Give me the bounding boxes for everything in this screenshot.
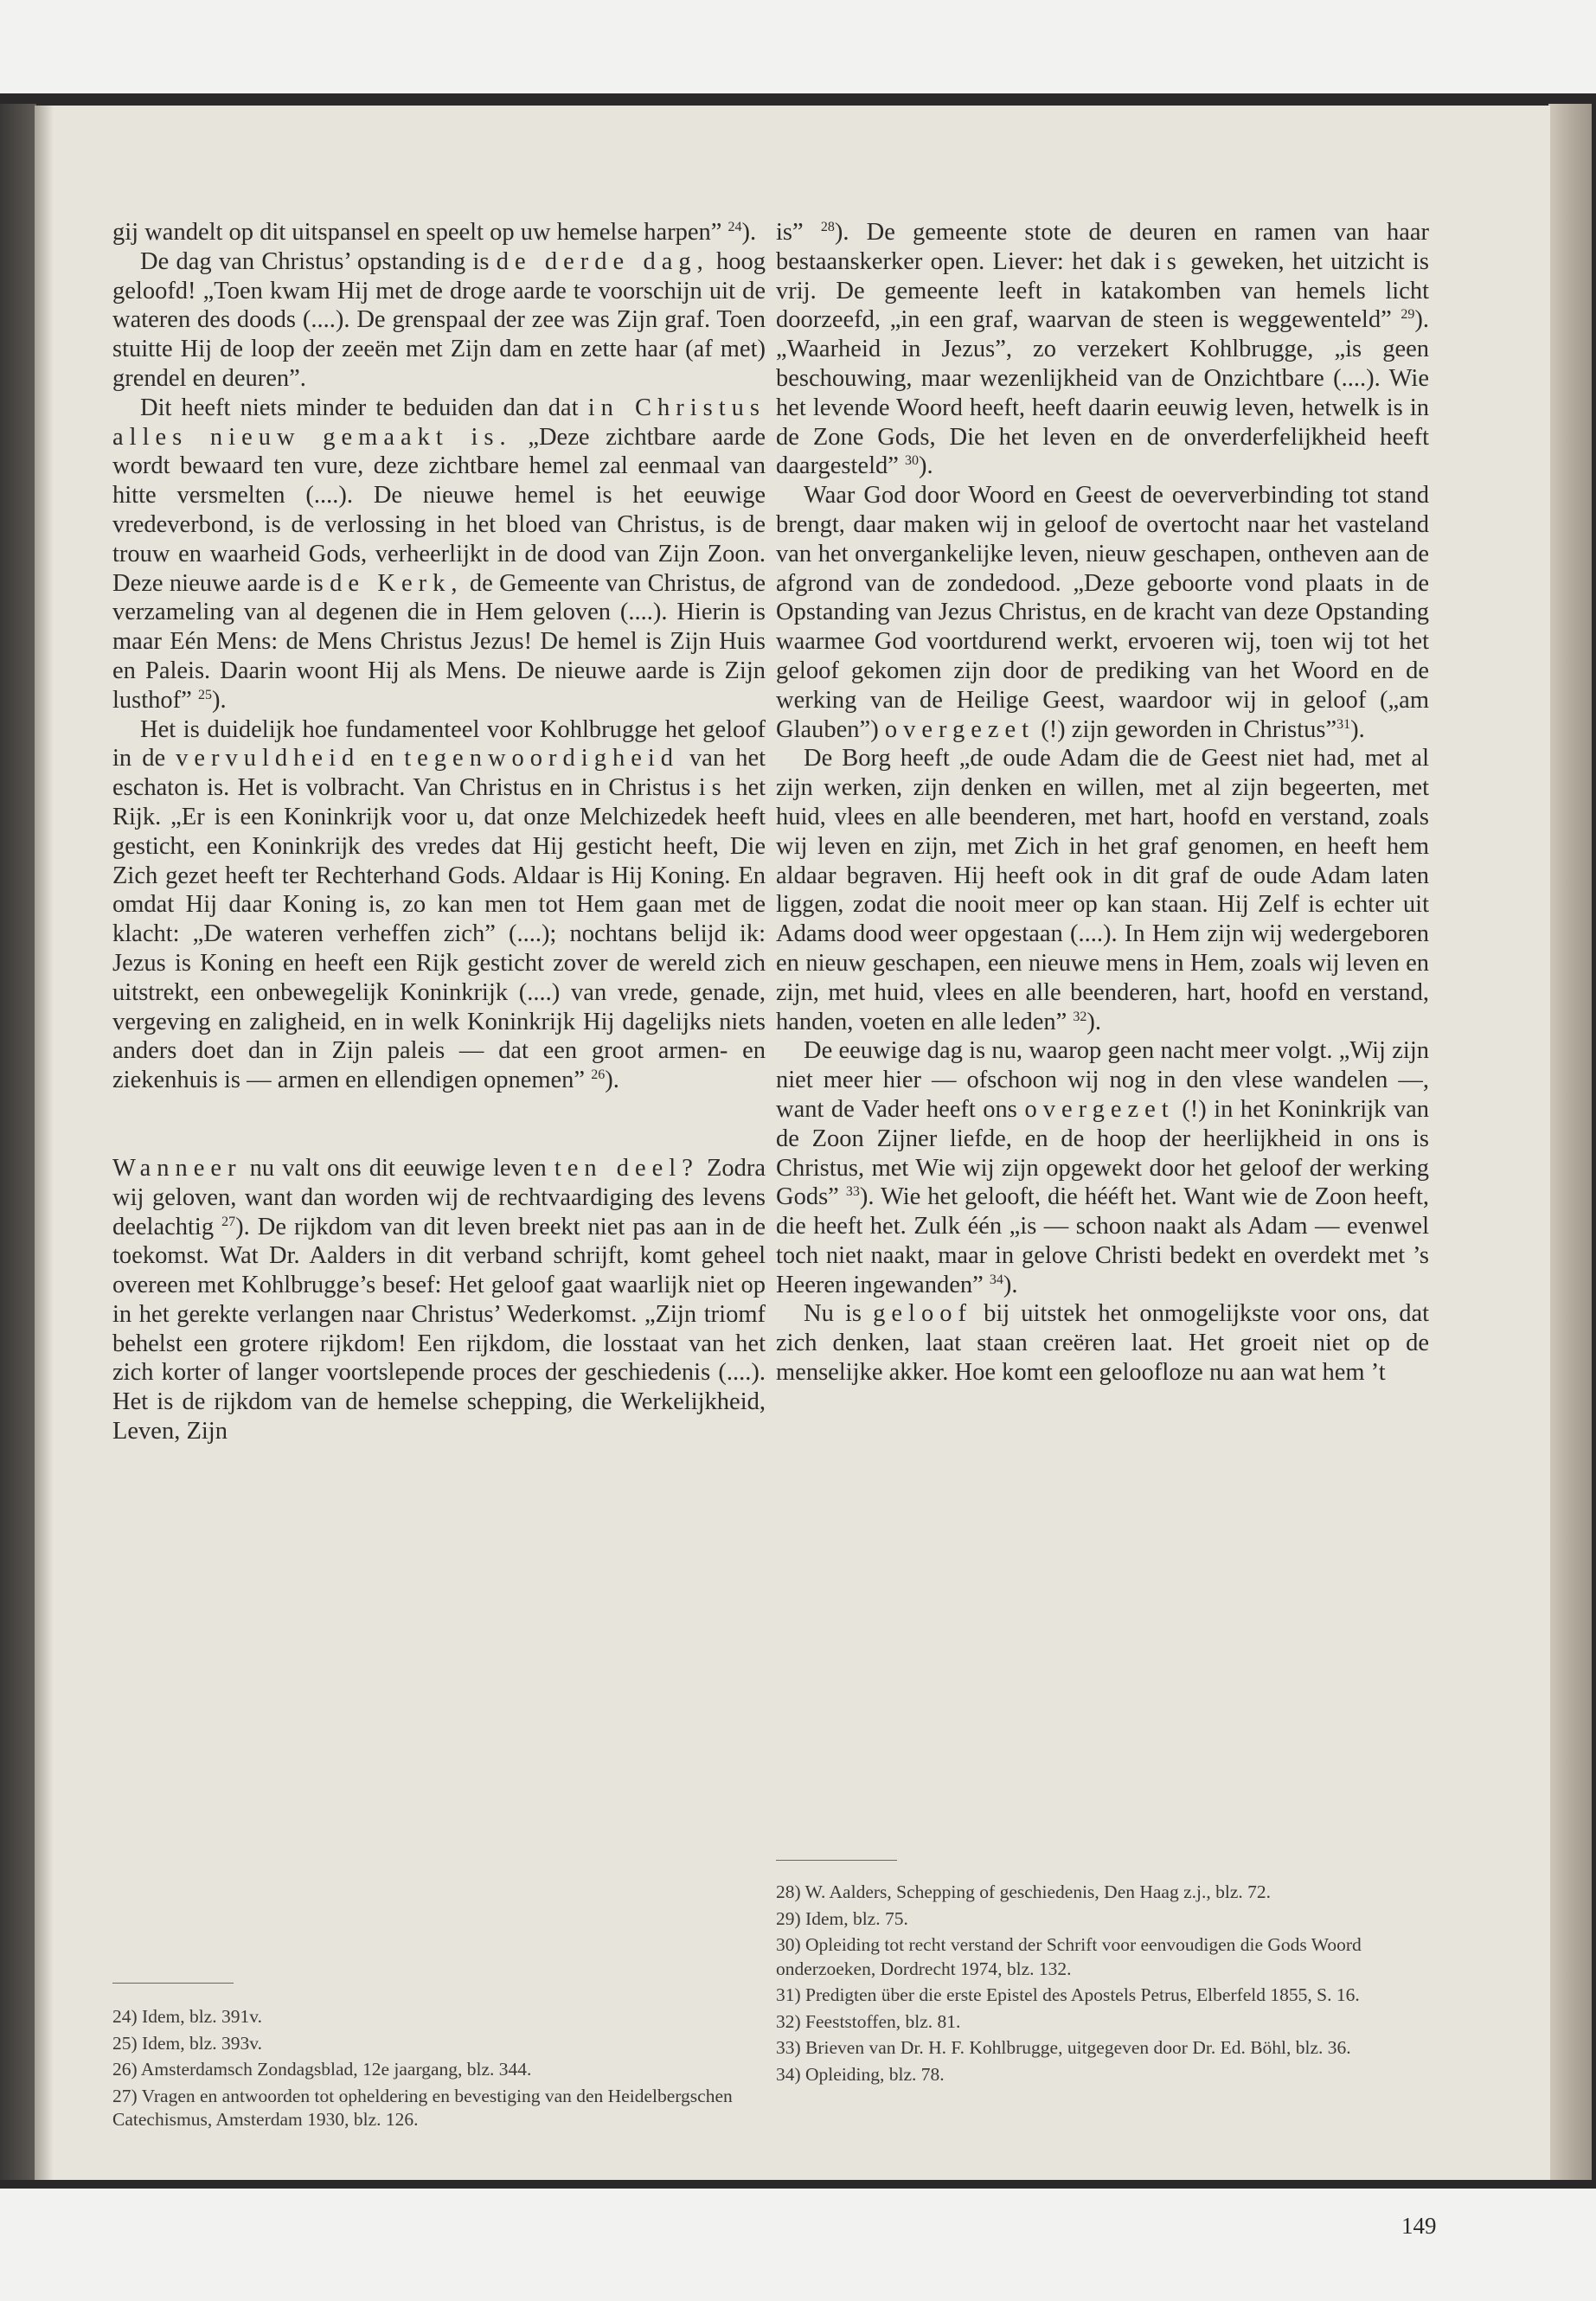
footnote: 24) Idem, blz. 391v. <box>112 2006 262 2027</box>
footnotes-right <box>776 1881 1433 2089</box>
text: (!) zijn geworden in Christus” <box>1041 715 1337 743</box>
text: bij uitstek het onmogelijkste voor ons, dat zich denken, laat staan creëren laat. Het groeit niet op de menselijke akker. Hoe komt een geloofloze nu aan wat hem ’t <box>776 1300 1430 1387</box>
spaced-emphasis: Wanneer <box>112 1154 242 1182</box>
paragraph <box>776 1299 1429 1387</box>
footnote-ref: 27 <box>221 1214 236 1229</box>
spaced-emphasis: is <box>1153 247 1183 275</box>
spaced-emphasis: de derde dag, <box>496 247 709 275</box>
text: (!) in het Koninkrijk van de Zoon Zijner liefde, en de hoop der heerlijkheid in ons is Christus, met Wie wij zijn opgewekt door het geloof der werking Gods” <box>776 1095 1430 1211</box>
section-gap <box>112 1095 766 1154</box>
text: nu valt ons dit eeuwige leven <box>249 1154 547 1182</box>
text: het Rijk. „Er is een Koninkrijk voor u, dat onze Melchizedek heeft gesticht, een Koninkrijk des vredes dat Hij gesticht heeft, Die Zich gezet heeft ter Rechterhand Gods. Aldaar is Hij Koning. En omdat Hij daar Koning is, zo kan men tot Hem gaan met de klacht: „De wateren verheffen zich” (....); nochtans belijd ik: Jezus is Koning en heeft een Rijk gesticht zover de wereld zich uitstrekt, een onbewegelijk Koninkrijk (....) van vrede, genade, vergeving en zaligheid, en in welk Koninkrijk Hij dagelijks niets anders doet dan in Zijn paleis — dat een groot armen- en ziekenhuis is — armen en ellendigen opnemen” <box>112 774 766 1094</box>
paragraph <box>112 1154 766 1446</box>
text: De dag van Christus’ opstanding is <box>140 247 490 275</box>
text: geweken, het uitzicht is vrij. De gemeente leeft in katakomben van hemels licht doorzeefd, „in een graf, waarvan de steen is weggewenteld” <box>776 247 1430 334</box>
spaced-emphasis: overgezet <box>1024 1095 1175 1123</box>
paragraph <box>112 218 766 247</box>
paragraph <box>776 218 1429 481</box>
spaced-emphasis: geloof <box>873 1300 972 1328</box>
left-column <box>112 218 766 1446</box>
paragraph <box>112 247 766 394</box>
footnote: 34) Opleiding, blz. 78. <box>776 2063 945 2085</box>
footnote: 27) Vragen en antwoorden tot opheldering en bevestiging van den Heidelbergschen Catechismus, Amsterdam 1930, blz. 126. <box>112 2085 733 2130</box>
text: ). <box>919 452 933 480</box>
footnote: 31) Predigten über die erste Epistel des Apostels Petrus, Elberfeld 1855, S. 16. <box>776 1984 1360 2005</box>
footnote: 28) W. Aalders, Schepping of geschiedenis, Den Haag z.j., blz. 72. <box>776 1881 1272 1902</box>
text: ). <box>211 686 227 714</box>
text: hoog geloofd! „Toen kwam Hij met de droge aarde te voorschijn uit de wateren des doods (....). De grenspaal der zee was Zijn graf. Toen stuitte Hij de loop der zeeën met Zijn dam en zette haar (af met) grendel en deuren”. <box>112 247 766 392</box>
text: Het is duidelijk hoe fundamenteel voor Kohlbrugge het geloof in de <box>112 715 766 772</box>
text: ). <box>741 219 757 246</box>
paragraph <box>112 715 766 1095</box>
spaced-emphasis: ten deel? <box>554 1154 699 1182</box>
footnote-ref: 26 <box>591 1067 606 1083</box>
spaced-emphasis: is <box>698 774 727 802</box>
text: gij wandelt op dit uitspansel en speelt op uw hemelse harpen” <box>112 219 722 246</box>
spaced-emphasis: de Kerk, <box>330 569 464 597</box>
text: De eeuwige dag is nu, waarop geen nacht meer volgt. „Wij zijn niet meer hier — ofschoon wij nog in den vlese wandelen —, want de Vader heeft ons <box>776 1037 1429 1123</box>
spaced-emphasis: in Christus alles nieuw gemaakt is. <box>112 394 766 451</box>
text: de Gemeente van Christus, de verzameling van al degenen die in Hem geloven (....). Hierin is maar Eén Mens: de Mens Christus Jezus! De hemel is Zijn Huis en Paleis. Daarin woont Hij als Mens. De nieuwe aarde is Zijn lusthof” <box>112 569 766 714</box>
footnotes-left <box>112 2005 753 2135</box>
text: is” <box>776 219 804 246</box>
text: ). <box>1350 715 1365 743</box>
spaced-emphasis: vervuldheid <box>176 745 361 772</box>
text: Dit heeft niets minder te beduiden dan dat <box>140 394 579 421</box>
text: en <box>370 745 394 772</box>
text: ). <box>1086 1008 1102 1035</box>
page-edges <box>1548 104 1592 2180</box>
text: ). De rijkdom van dit leven breekt niet pas aan in de toekomst. Wat Dr. Aalders in dit verband schrijft, komt geheel overeen met Kohlbrugge’s besef: Het geloof gaat waarlijk niet op in het gerekte verlangen naar Christus’ Wederkomst. „Zijn triomf behelst een grotere rijkdom! Een rijkdom, die losstaat van het zich korter of langer voortslepende proces der geschiedenis (....). Het is de rijkdom van de hemelse schepping, die Werkelijkheid, Leven, Zijn <box>112 1213 766 1445</box>
footnote-ref: 32 <box>1073 1009 1087 1024</box>
footnote-ref: 31 <box>1336 716 1351 732</box>
text: ). De gemeente stote de deuren en ramen van haar bestaanskerker open. Liever: het dak <box>776 219 1429 275</box>
paragraph <box>776 744 1429 1036</box>
footnote-ref: 24 <box>727 220 742 234</box>
text: Zodra wij geloven, want dan worden wij de rechtvaardiging des levens deelachtig <box>112 1154 766 1240</box>
footnote-ref: 29 <box>1401 307 1415 323</box>
footnote-ref: 25 <box>197 687 212 702</box>
footnote: 33) Brieven van Dr. H. F. Kohlbrugge, uitgegeven door Dr. Ed. Böhl, blz. 36. <box>776 2037 1351 2058</box>
paragraph <box>776 481 1429 744</box>
text: ). <box>605 1067 619 1094</box>
text: De Borg heeft „de oude Adam die de Geest niet had, met al zijn werken, zijn denken en willen, met al zijn begeerten, met huid, vlees en alle beenderen, met hart, hoofd en verstand, zoals wij leven en zijn, met Zich in het graf genomen, en heeft hem aldaar begraven. Hij heeft ook in dit graf de oude Adam laten liggen, zodat die nooit meer op kan staan. Hij Zelf is echter uit Adams dood weer opgestaan (....). In Hem zijn wij wedergeboren en nieuw geschapen, een nieuwe mens in Hem, zoals wij leven en zijn, met huid, vlees en alle beenderen, hart, hoofd en verstand, handen, voeten en alle leden” <box>776 745 1429 1035</box>
page-number: 149 <box>1401 2213 1437 2239</box>
text: van het eschaton is. Het is volbracht. Van Christus en in Christus <box>112 745 766 802</box>
footnote-ref: 28 <box>820 220 835 234</box>
footnote-rule <box>776 1860 897 1861</box>
text: Nu is <box>804 1300 862 1328</box>
spaced-emphasis: tegenwoordigheid <box>404 745 680 772</box>
footnote: 29) Idem, blz. 75. <box>776 1907 908 1929</box>
footnote-ref: 30 <box>905 453 920 469</box>
book-page <box>35 106 1550 2239</box>
footnote: 30) Opleiding tot recht verstand der Schrift voor eenvoudigen die Gods Woord onderzoeken, Dordrecht 1974, blz. 132. <box>776 1934 1362 1979</box>
footnote-ref: 34 <box>989 1272 1003 1287</box>
text: „Deze zichtbare aarde wordt bewaard ten vure, deze zichtbare hemel zal eenmaal van hitte versmelten (....). De nieuwe hemel is het eeuwige vredeverbond, is de verlossing in het bloed van Christus, is de trouw en waarheid Gods, verheerlijkt in de dood van Zijn Zoon. Deze nieuwe aarde is <box>112 423 766 597</box>
text: ). „Waarheid in Jezus”, zo verzekert Kohlbrugge, „is geen beschouwing, maar wezenlijkheid van de Onzichtbare (....). Wie het levende Woord heeft, heeft daarin eeuwig leven, hetwelk is in de Zone Gods, Die het leven en de onverderfelijkheid heeft daargesteld” <box>776 306 1430 480</box>
footnote: 25) Idem, blz. 393v. <box>112 2032 262 2054</box>
book-spine-shadow <box>0 104 36 2180</box>
paragraph <box>112 394 766 715</box>
text: ). <box>1003 1271 1018 1298</box>
footnote-rule <box>112 1983 234 1984</box>
paragraph <box>776 1036 1429 1299</box>
text: ). Wie het gelooft, die hééft het. Want wie de Zoon heeft, die heeft het. Zulk één „is — schoon naakt als Adam — evenwel toch niet naakt, maar in gelove Christi bedekt en overdekt met ’s Heeren ingewanden” <box>776 1183 1430 1298</box>
footnote-ref: 33 <box>845 1184 860 1200</box>
footnote: 32) Feeststoffen, blz. 81. <box>776 2010 961 2032</box>
text: Waar God door Woord en Geest de oeververbinding tot stand brengt, daar maken wij in geloof de overtocht naar het vasteland van het onvergankelijke leven, nieuw geschapen, ontheven aan de afgrond van de zondedood. „Deze geboorte vond plaats in de Opstanding van Jezus Christus, en de kracht van deze Opstanding waarmee God voortdurend werkt, ervoeren wij, toen wij tot het geloof gekomen zijn door de prediking van het Woord en de werking van de Heilige Geest, waardoor wij in geloof („am Glauben”) <box>776 482 1429 743</box>
footnote: 26) Amsterdamsch Zondagsblad, 12e jaargang, blz. 344. <box>112 2059 532 2080</box>
spaced-emphasis: overgezet <box>884 715 1035 743</box>
right-column <box>776 218 1429 1388</box>
